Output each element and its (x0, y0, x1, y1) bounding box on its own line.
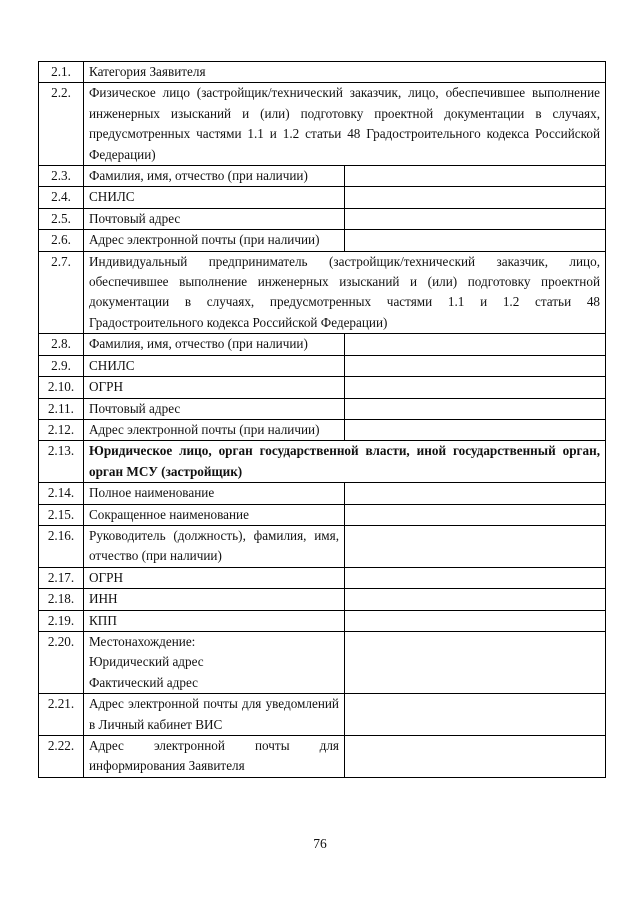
row-label: СНИЛС (84, 355, 345, 376)
row-label-line: Местонахождение: (89, 633, 196, 649)
value-field[interactable] (345, 334, 606, 355)
page-number: 76 (313, 836, 327, 851)
row-number: 2.2. (39, 83, 84, 166)
value-field[interactable] (345, 694, 606, 736)
row-label: Адрес электронной почты (при наличии) (84, 230, 345, 251)
table-row (39, 230, 606, 251)
table-row (39, 166, 606, 187)
table-row (39, 483, 606, 504)
row-number: 2.22. (39, 736, 84, 778)
row-number: 2.12. (39, 419, 84, 440)
value-field[interactable] (345, 736, 606, 778)
table-row (39, 567, 606, 588)
value-field[interactable] (345, 166, 606, 187)
value-field[interactable] (345, 355, 606, 376)
section-heading: Юридическое лицо, орган государственной власти, иной государственный орган, орган МСУ (застройщик) (84, 441, 606, 483)
value-field[interactable] (345, 589, 606, 610)
value-field[interactable] (345, 631, 606, 693)
table-row (39, 208, 606, 229)
row-number: 2.3. (39, 166, 84, 187)
value-field[interactable] (345, 208, 606, 229)
row-number: 2.8. (39, 334, 84, 355)
row-label: Индивидуальный предприниматель (застройщик/технический заказчик, лицо, обеспечившее выполнение инженерных изысканий и (или) подготовку проектной документации в случаях, предусмотренных частями 1.1 и 1.2 статьи 48 Градостроительного кодекса Российской Федерации) (84, 251, 606, 334)
row-number: 2.21. (39, 694, 84, 736)
table-row (39, 441, 606, 483)
row-number: 2.10. (39, 377, 84, 398)
value-field[interactable] (345, 230, 606, 251)
row-number: 2.7. (39, 251, 84, 334)
row-label: Фамилия, имя, отчество (при наличии) (84, 334, 345, 355)
table-row (39, 355, 606, 376)
value-field[interactable] (345, 483, 606, 504)
row-label: Адрес электронной почты для уведомлений в Личный кабинет ВИС (84, 694, 345, 736)
value-field[interactable] (345, 525, 606, 567)
row-number: 2.9. (39, 355, 84, 376)
value-field[interactable] (345, 504, 606, 525)
table-row (39, 589, 606, 610)
row-label: Адрес электронной почты (при наличии) (84, 419, 345, 440)
row-label: Адрес электронной почты для информирования Заявителя (84, 736, 345, 778)
value-field[interactable] (345, 567, 606, 588)
row-label: Сокращенное наименование (84, 504, 345, 525)
table-row (39, 631, 606, 693)
row-label: Фамилия, имя, отчество (при наличии) (84, 166, 345, 187)
row-number: 2.11. (39, 398, 84, 419)
row-number: 2.19. (39, 610, 84, 631)
table-row (39, 419, 606, 440)
value-field[interactable] (345, 398, 606, 419)
value-field[interactable] (345, 419, 606, 440)
table-row (39, 610, 606, 631)
table-row (39, 525, 606, 567)
row-label: КПП (84, 610, 345, 631)
value-field[interactable] (345, 377, 606, 398)
row-number: 2.6. (39, 230, 84, 251)
value-field[interactable] (345, 610, 606, 631)
table-row (39, 736, 606, 778)
row-number: 2.20. (39, 631, 84, 693)
row-number: 2.13. (39, 441, 84, 483)
row-label: Почтовый адрес (84, 208, 345, 229)
row-number: 2.15. (39, 504, 84, 525)
table-row (39, 504, 606, 525)
row-label-line: Фактический адрес (89, 674, 199, 690)
table-row (39, 377, 606, 398)
table-row (39, 334, 606, 355)
row-label: Руководитель (должность), фамилия, имя, отчество (при наличии) (84, 525, 345, 567)
row-number: 2.1. (39, 62, 84, 83)
table-row (39, 62, 606, 83)
row-label: ОГРН (84, 567, 345, 588)
applicant-form-table (38, 61, 606, 778)
row-number: 2.4. (39, 187, 84, 208)
row-number: 2.14. (39, 483, 84, 504)
table-row (39, 187, 606, 208)
row-number: 2.18. (39, 589, 84, 610)
row-label: Полное наименование (84, 483, 345, 504)
table-row (39, 398, 606, 419)
row-label: Почтовый адрес (84, 398, 345, 419)
row-label: СНИЛС (84, 187, 345, 208)
row-label (84, 631, 345, 693)
row-number: 2.17. (39, 567, 84, 588)
row-label: Категория Заявителя (84, 62, 606, 83)
row-number: 2.5. (39, 208, 84, 229)
table-row (39, 83, 606, 166)
row-label: ОГРН (84, 377, 345, 398)
table-row (39, 694, 606, 736)
row-label: Физическое лицо (застройщик/технический заказчик, лицо, обеспечившее выполнение инженерных изысканий и (или) подготовку проектной документации в случаях, предусмотренных частями 1.1 и 1.2 статьи 48 Градостроительного кодекса Российской Федерации) (84, 83, 606, 166)
table-row (39, 251, 606, 334)
row-label-line: Юридический адрес (89, 654, 204, 670)
row-number: 2.16. (39, 525, 84, 567)
row-label: ИНН (84, 589, 345, 610)
value-field[interactable] (345, 187, 606, 208)
